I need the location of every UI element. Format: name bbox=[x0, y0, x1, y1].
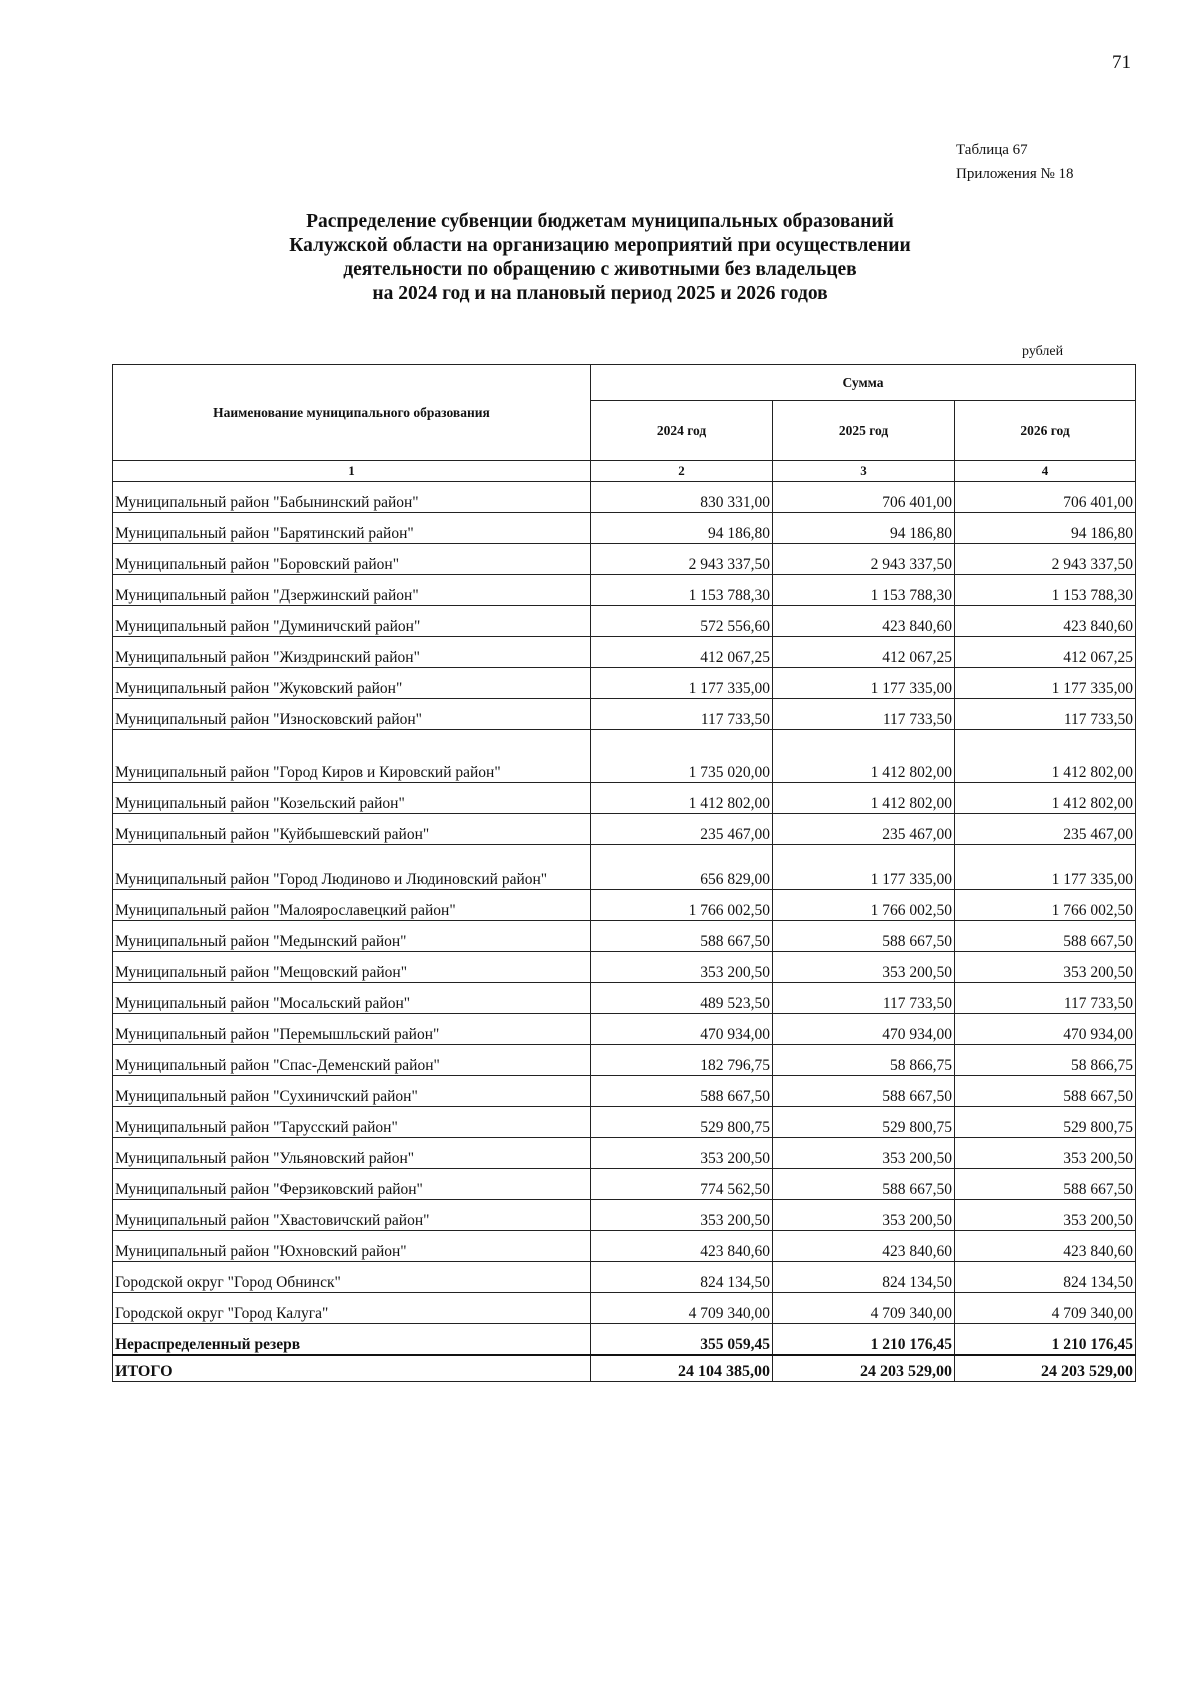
amount-2026: 2 943 337,50 bbox=[955, 544, 1136, 575]
amount-2025: 2 943 337,50 bbox=[773, 544, 955, 575]
amount-2025: 117 733,50 bbox=[773, 983, 955, 1014]
municipality-name: Муниципальный район "Думиничский район" bbox=[113, 606, 591, 637]
amount-2025: 423 840,60 bbox=[773, 1231, 955, 1262]
table-row bbox=[113, 1231, 1136, 1262]
municipality-name: Муниципальный район "Мосальский район" bbox=[113, 983, 591, 1014]
municipality-name: Городской округ "Город Калуга" bbox=[113, 1293, 591, 1324]
municipality-name: Муниципальный район "Ферзиковский район" bbox=[113, 1169, 591, 1200]
municipality-name: Муниципальный район "Ульяновский район" bbox=[113, 1138, 591, 1169]
amount-2025: 1 177 335,00 bbox=[773, 668, 955, 699]
amount-2024: 1 177 335,00 bbox=[591, 668, 773, 699]
title-line: Распределение субвенции бюджетам муниципальных образований bbox=[306, 211, 894, 232]
amount-2024: 774 562,50 bbox=[591, 1169, 773, 1200]
column-number: 1 bbox=[113, 461, 591, 482]
amount-2026: 353 200,50 bbox=[955, 1200, 1136, 1231]
total-2025: 24 203 529,00 bbox=[773, 1355, 955, 1382]
reserve-2024: 355 059,45 bbox=[591, 1324, 773, 1356]
table-row bbox=[113, 1262, 1136, 1293]
amount-2024: 1 766 002,50 bbox=[591, 890, 773, 921]
amount-2026: 423 840,60 bbox=[955, 1231, 1136, 1262]
municipality-name: Муниципальный район "Жуковский район" bbox=[113, 668, 591, 699]
amount-2025: 824 134,50 bbox=[773, 1262, 955, 1293]
amount-2026: 1 177 335,00 bbox=[955, 845, 1136, 890]
document-title bbox=[0, 210, 1200, 306]
amount-2025: 235 467,00 bbox=[773, 814, 955, 845]
table-row bbox=[113, 730, 1136, 783]
municipality-name: Муниципальный район "Барятинский район" bbox=[113, 513, 591, 544]
amount-2024: 423 840,60 bbox=[591, 1231, 773, 1262]
amount-2025: 117 733,50 bbox=[773, 699, 955, 730]
municipality-name: Муниципальный район "Спас-Деменский район" bbox=[113, 1045, 591, 1076]
amount-2026: 117 733,50 bbox=[955, 983, 1136, 1014]
reserve-label: Нераспределенный резерв bbox=[113, 1324, 591, 1356]
table-label: Таблица 67 bbox=[956, 142, 1028, 158]
amount-2024: 1 735 020,00 bbox=[591, 730, 773, 783]
amount-2025: 588 667,50 bbox=[773, 1169, 955, 1200]
amount-2024: 656 829,00 bbox=[591, 845, 773, 890]
reserve-2026: 1 210 176,45 bbox=[955, 1324, 1136, 1356]
table-row bbox=[113, 983, 1136, 1014]
amount-2026: 824 134,50 bbox=[955, 1262, 1136, 1293]
table-reference bbox=[956, 138, 1074, 186]
header-year-2024: 2024 год bbox=[591, 401, 773, 461]
amount-2024: 2 943 337,50 bbox=[591, 544, 773, 575]
table-row bbox=[113, 921, 1136, 952]
amount-2026: 1 177 335,00 bbox=[955, 668, 1136, 699]
amount-2024: 353 200,50 bbox=[591, 1138, 773, 1169]
amount-2026: 412 067,25 bbox=[955, 637, 1136, 668]
municipality-name: Муниципальный район "Куйбышевский район" bbox=[113, 814, 591, 845]
table-row bbox=[113, 1107, 1136, 1138]
amount-2026: 58 866,75 bbox=[955, 1045, 1136, 1076]
amount-2024: 470 934,00 bbox=[591, 1014, 773, 1045]
table-row bbox=[113, 845, 1136, 890]
municipality-name: Муниципальный район "Дзержинский район" bbox=[113, 575, 591, 606]
appendix-label: Приложения № 18 bbox=[956, 166, 1074, 182]
table-row bbox=[113, 952, 1136, 983]
subvention-table bbox=[112, 364, 1136, 1382]
municipality-name: Муниципальный район "Бабынинский район" bbox=[113, 482, 591, 513]
amount-2025: 58 866,75 bbox=[773, 1045, 955, 1076]
amount-2024: 412 067,25 bbox=[591, 637, 773, 668]
amount-2026: 353 200,50 bbox=[955, 952, 1136, 983]
title-line: деятельности по обращению с животными без владельцев bbox=[343, 259, 857, 280]
amount-2026: 470 934,00 bbox=[955, 1014, 1136, 1045]
amount-2025: 423 840,60 bbox=[773, 606, 955, 637]
header-year-2025: 2025 год bbox=[773, 401, 955, 461]
municipality-name: Муниципальный район "Юхновский район" bbox=[113, 1231, 591, 1262]
amount-2026: 588 667,50 bbox=[955, 921, 1136, 952]
total-label: ИТОГО bbox=[113, 1355, 591, 1382]
amount-2024: 1 153 788,30 bbox=[591, 575, 773, 606]
table-row bbox=[113, 814, 1136, 845]
amount-2026: 353 200,50 bbox=[955, 1138, 1136, 1169]
table-body bbox=[113, 482, 1136, 1382]
table-row bbox=[113, 575, 1136, 606]
amount-2025: 4 709 340,00 bbox=[773, 1293, 955, 1324]
amount-2024: 529 800,75 bbox=[591, 1107, 773, 1138]
amount-2025: 706 401,00 bbox=[773, 482, 955, 513]
amount-2024: 4 709 340,00 bbox=[591, 1293, 773, 1324]
amount-2024: 572 556,60 bbox=[591, 606, 773, 637]
amount-2025: 1 412 802,00 bbox=[773, 730, 955, 783]
title-line: на 2024 год и на плановый период 2025 и 2026 годов bbox=[372, 283, 828, 304]
amount-2025: 588 667,50 bbox=[773, 921, 955, 952]
municipality-name: Муниципальный район "Боровский район" bbox=[113, 544, 591, 575]
amount-2026: 1 412 802,00 bbox=[955, 783, 1136, 814]
page-number: 71 bbox=[1112, 52, 1131, 73]
column-number: 4 bbox=[955, 461, 1136, 482]
amount-2025: 412 067,25 bbox=[773, 637, 955, 668]
amount-2024: 94 186,80 bbox=[591, 513, 773, 544]
amount-2026: 1 153 788,30 bbox=[955, 575, 1136, 606]
table-row bbox=[113, 482, 1136, 513]
municipality-name: Муниципальный район "Медынский район" bbox=[113, 921, 591, 952]
amount-2024: 824 134,50 bbox=[591, 1262, 773, 1293]
table-row bbox=[113, 637, 1136, 668]
amount-2024: 353 200,50 bbox=[591, 1200, 773, 1231]
amount-2024: 588 667,50 bbox=[591, 921, 773, 952]
amount-2026: 235 467,00 bbox=[955, 814, 1136, 845]
table-row bbox=[113, 606, 1136, 637]
municipality-name: Муниципальный район "Козельский район" bbox=[113, 783, 591, 814]
table-row bbox=[113, 513, 1136, 544]
amount-2026: 94 186,80 bbox=[955, 513, 1136, 544]
amount-2025: 529 800,75 bbox=[773, 1107, 955, 1138]
table-row bbox=[113, 1076, 1136, 1107]
table-row bbox=[113, 890, 1136, 921]
table-row bbox=[113, 1169, 1136, 1200]
amount-2026: 423 840,60 bbox=[955, 606, 1136, 637]
table-row bbox=[113, 1045, 1136, 1076]
table-row bbox=[113, 1200, 1136, 1231]
header-sum-group: Сумма bbox=[591, 365, 1136, 401]
header-name-column: Наименование муниципального образования bbox=[113, 365, 591, 461]
table-row bbox=[113, 1293, 1136, 1324]
amount-2024: 182 796,75 bbox=[591, 1045, 773, 1076]
amount-2025: 353 200,50 bbox=[773, 952, 955, 983]
table-row bbox=[113, 783, 1136, 814]
municipality-name: Муниципальный район "Износковский район" bbox=[113, 699, 591, 730]
amount-2025: 470 934,00 bbox=[773, 1014, 955, 1045]
amount-2025: 353 200,50 bbox=[773, 1200, 955, 1231]
amount-2025: 353 200,50 bbox=[773, 1138, 955, 1169]
amount-2024: 353 200,50 bbox=[591, 952, 773, 983]
amount-2025: 94 186,80 bbox=[773, 513, 955, 544]
amount-2026: 588 667,50 bbox=[955, 1076, 1136, 1107]
column-number: 3 bbox=[773, 461, 955, 482]
amount-2024: 830 331,00 bbox=[591, 482, 773, 513]
table-row bbox=[113, 544, 1136, 575]
units-label: рублей bbox=[1022, 344, 1064, 359]
amount-2026: 117 733,50 bbox=[955, 699, 1136, 730]
title-line: Калужской области на организацию мероприятий при осуществлении bbox=[289, 235, 911, 256]
table-row bbox=[113, 1138, 1136, 1169]
table-row bbox=[113, 668, 1136, 699]
amount-2025: 1 766 002,50 bbox=[773, 890, 955, 921]
municipality-name: Муниципальный район "Тарусский район" bbox=[113, 1107, 591, 1138]
amount-2024: 489 523,50 bbox=[591, 983, 773, 1014]
table-row bbox=[113, 699, 1136, 730]
municipality-name: Муниципальный район "Перемышльский район" bbox=[113, 1014, 591, 1045]
table-row bbox=[113, 1014, 1136, 1045]
amount-2026: 1 412 802,00 bbox=[955, 730, 1136, 783]
column-number: 2 bbox=[591, 461, 773, 482]
total-2026: 24 203 529,00 bbox=[955, 1355, 1136, 1382]
municipality-name: Муниципальный район "Малоярославецкий район" bbox=[113, 890, 591, 921]
municipality-name: Муниципальный район "Мещовский район" bbox=[113, 952, 591, 983]
municipality-name: Городской округ "Город Обнинск" bbox=[113, 1262, 591, 1293]
amount-2024: 588 667,50 bbox=[591, 1076, 773, 1107]
amount-2026: 4 709 340,00 bbox=[955, 1293, 1136, 1324]
reserve-2025: 1 210 176,45 bbox=[773, 1324, 955, 1356]
municipality-name: Муниципальный район "Хвастовичский район" bbox=[113, 1200, 591, 1231]
header-year-2026: 2026 год bbox=[955, 401, 1136, 461]
amount-2026: 529 800,75 bbox=[955, 1107, 1136, 1138]
amount-2025: 588 667,50 bbox=[773, 1076, 955, 1107]
municipality-name: Муниципальный район "Сухиничский район" bbox=[113, 1076, 591, 1107]
municipality-name: Муниципальный район "Город Киров и Кировский район" bbox=[113, 730, 591, 783]
amount-2024: 117 733,50 bbox=[591, 699, 773, 730]
amount-2025: 1 153 788,30 bbox=[773, 575, 955, 606]
amount-2026: 588 667,50 bbox=[955, 1169, 1136, 1200]
municipality-name: Муниципальный район "Жиздринский район" bbox=[113, 637, 591, 668]
amount-2025: 1 412 802,00 bbox=[773, 783, 955, 814]
amount-2026: 706 401,00 bbox=[955, 482, 1136, 513]
amount-2024: 235 467,00 bbox=[591, 814, 773, 845]
total-2024: 24 104 385,00 bbox=[591, 1355, 773, 1382]
amount-2026: 1 766 002,50 bbox=[955, 890, 1136, 921]
amount-2025: 1 177 335,00 bbox=[773, 845, 955, 890]
municipality-name: Муниципальный район "Город Людиново и Людиновский район" bbox=[113, 845, 591, 890]
total-row bbox=[113, 1355, 1136, 1382]
amount-2024: 1 412 802,00 bbox=[591, 783, 773, 814]
reserve-row bbox=[113, 1324, 1136, 1356]
